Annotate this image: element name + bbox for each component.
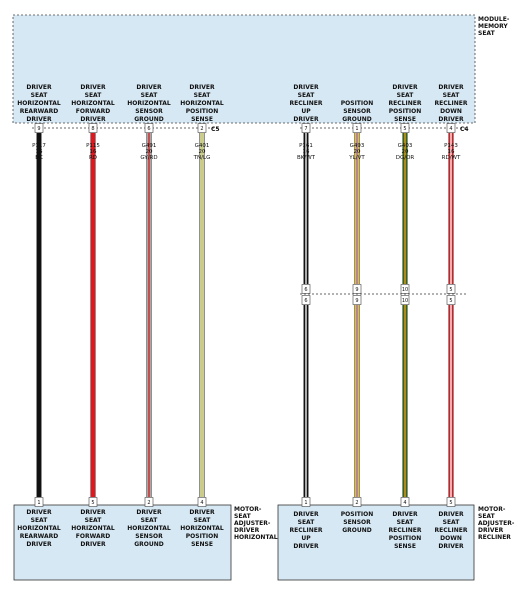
right-circuit-0-top-label: DRIVER SEAT RECLINER UP DRIVER (289, 84, 323, 123)
left-circuit-0-gauge: 16 (35, 149, 43, 155)
right-circuit-1-bottom-pin: 2 (355, 500, 359, 506)
left-circuit-2-color-code: GY/RD (140, 155, 158, 161)
right-circuit-3-color-code: RD/WT (441, 155, 461, 161)
right-circuit-0-circuit: P161 (299, 143, 313, 149)
right-circuit-2-gauge: 20 (401, 149, 409, 155)
right-circuit-0-bottom-pin: 1 (304, 500, 308, 506)
wires-group (37, 133, 453, 497)
left-circuit-1-bottom-label: DRIVER SEAT HORIZONTAL FORWARD DRIVER (71, 509, 115, 548)
left-circuit-0-color-code: BK (35, 155, 43, 161)
right-circuit-3-mid-pin-bottom: 5 (449, 298, 453, 304)
right-circuit-2-bottom-pin: 4 (403, 500, 407, 506)
horizontal-motor-label: MOTOR-SEAT ADJUSTER-DRIVER HORIZONTAL (234, 506, 278, 541)
right-circuit-3-top-label: DRIVER SEAT RECLINER DOWN DRIVER (434, 84, 468, 123)
connector-c5-label: C5 (211, 126, 220, 133)
left-circuit-1-top-pin: 8 (91, 126, 95, 132)
left-circuit-2-top-label: DRIVER SEAT HORIZONTAL SENSOR GROUND (127, 84, 171, 123)
left-circuit-1-circuit: P115 (86, 143, 100, 149)
right-circuit-2-circuit: G403 (397, 143, 413, 149)
left-circuit-0-bottom-pin: 1 (37, 500, 41, 506)
right-circuit-1-circuit: G493 (349, 143, 365, 149)
right-circuit-2-color-code: DG/OR (395, 155, 415, 161)
right-circuit-2-top-label: DRIVER SEAT RECLINER POSITION SENSE (388, 84, 422, 123)
left-circuit-0-top-label: DRIVER SEAT HORIZONTAL REARWARD DRIVER (17, 84, 61, 123)
right-circuit-1-color-code: YL/VT (349, 155, 365, 161)
right-circuit-1-mid-pin-top: 9 (355, 287, 359, 293)
left-circuit-3-circuit: G401 (194, 143, 210, 149)
left-circuit-3-color-code: TN/LG (193, 155, 211, 161)
left-circuit-2-circuit: G491 (141, 143, 157, 149)
left-circuit-0-bottom-label: DRIVER SEAT HORIZONTAL REARWARD DRIVER (17, 509, 61, 548)
right-circuit-3-circuit: P143 (444, 143, 458, 149)
left-circuit-3-top-label: DRIVER SEAT HORIZONTAL POSITION SENSE (180, 84, 224, 123)
left-circuit-1-gauge: 16 (89, 149, 97, 155)
left-circuit-0-circuit: P117 (32, 143, 46, 149)
right-circuit-1-top-pin: 1 (355, 126, 359, 132)
right-circuit-0-mid-pin-bottom: 6 (304, 298, 308, 304)
right-circuit-0-color-code: BK/WT (296, 155, 316, 161)
right-circuit-3-gauge: 16 (447, 149, 455, 155)
left-circuit-3-bottom-pin: 4 (200, 500, 204, 506)
right-circuit-3-top-pin: 4 (449, 126, 453, 132)
left-circuit-2-top-pin: 6 (147, 126, 151, 132)
right-circuit-0-top-pin: 7 (304, 126, 308, 132)
labels-group (17, 84, 468, 550)
right-circuit-1-bottom-label: POSITION SENSOR GROUND (340, 511, 374, 534)
left-circuit-1-top-label: DRIVER SEAT HORIZONTAL FORWARD DRIVER (71, 84, 115, 123)
left-circuit-3-bottom-label: DRIVER SEAT HORIZONTAL POSITION SENSE (180, 509, 224, 548)
left-circuit-2-bottom-label: DRIVER SEAT HORIZONTAL SENSOR GROUND (127, 509, 171, 548)
right-circuit-3-bottom-pin: 5 (449, 500, 453, 506)
right-circuit-1-top-label: POSITION SENSOR GROUND (340, 100, 374, 123)
right-circuit-3-mid-pin-top: 5 (449, 287, 453, 293)
recliner-motor-label: MOTOR-SEAT ADJUSTER-DRIVER RECLINER (478, 506, 515, 541)
memory-seat-module-label: MODULE-MEMORY SEAT (478, 16, 510, 37)
right-circuit-1-gauge: 20 (353, 149, 361, 155)
left-circuit-3-gauge: 20 (198, 149, 206, 155)
right-circuit-2-mid-pin-top: 10 (401, 287, 409, 293)
left-circuit-0-top-pin: 9 (37, 126, 41, 132)
right-circuit-2-bottom-label: DRIVER SEAT RECLINER POSITION SENSE (388, 511, 422, 550)
right-circuit-0-bottom-label: DRIVER SEAT RECLINER UP DRIVER (289, 511, 323, 550)
right-circuit-0-mid-pin-top: 6 (304, 287, 308, 293)
right-circuit-3-bottom-label: DRIVER SEAT RECLINER DOWN DRIVER (434, 511, 468, 550)
left-circuit-2-gauge: 20 (145, 149, 153, 155)
left-circuit-1-color-code: RD (88, 155, 98, 161)
right-circuit-1-mid-pin-bottom: 9 (355, 298, 359, 304)
left-circuit-1-bottom-pin: 5 (91, 500, 95, 506)
right-circuit-2-mid-pin-bottom: 10 (401, 298, 409, 304)
left-circuit-3-top-pin: 2 (200, 126, 204, 132)
right-circuit-0-gauge: 16 (302, 149, 310, 155)
right-circuit-2-top-pin: 5 (403, 126, 407, 132)
left-circuit-2-bottom-pin: 2 (147, 500, 151, 506)
connector-c4-label: C4 (460, 126, 469, 133)
